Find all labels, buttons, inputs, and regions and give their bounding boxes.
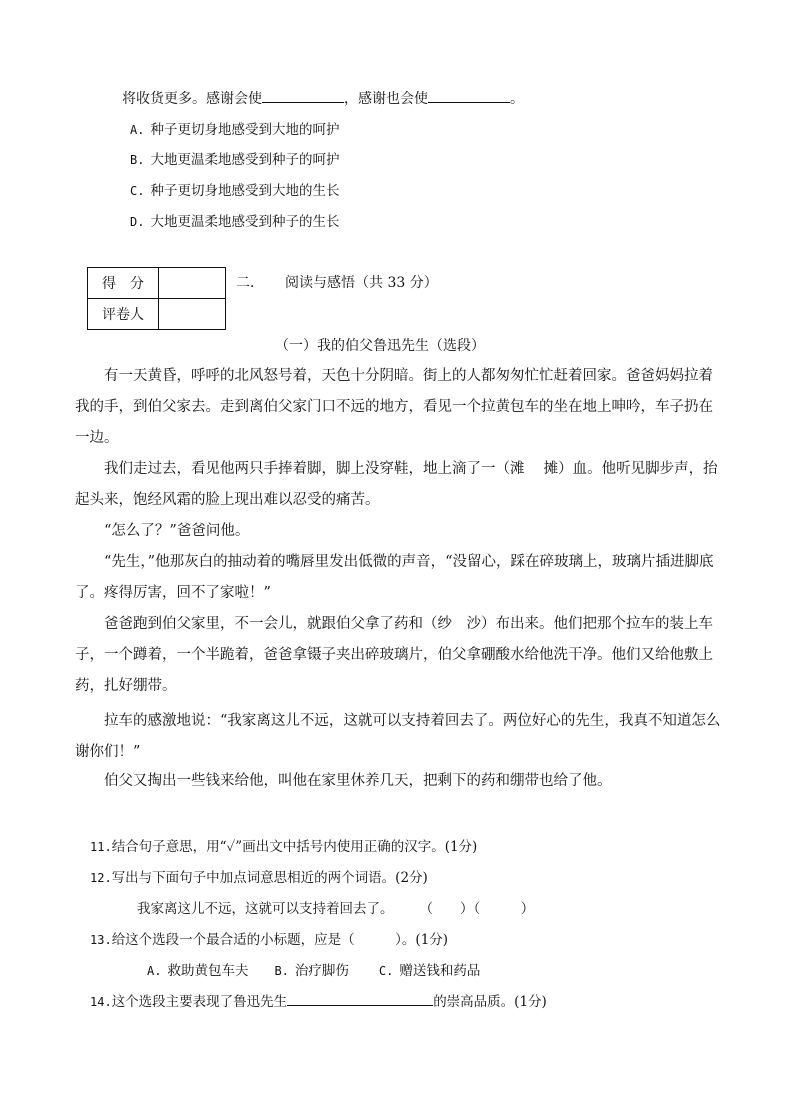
question-text: 写出与下面句子中加点词意思相近的两个词语。(2分) (111, 870, 428, 886)
answer-blank-2[interactable] (428, 88, 510, 103)
answer-blank[interactable] (287, 991, 433, 1006)
grader-label: 评卷人 (88, 299, 159, 330)
option-letter: B. (130, 153, 145, 167)
question-12-sentence (137, 897, 534, 917)
option-b[interactable]: B. 治疗脚伤 (274, 963, 349, 979)
grader-cell[interactable] (159, 299, 226, 330)
prev-question-stem (122, 88, 524, 108)
option-letter: D. (130, 215, 145, 229)
passage-paragraph-7: 伯父又掏出一些钱来给他，叫他在家里休养几天，把剩下的药和绷带也给了他。 (104, 773, 612, 789)
question-text: 给这个选段一个最合适的小标题，应是（ ）。(1分) (111, 932, 449, 948)
option-d[interactable] (130, 210, 339, 230)
answer-blank-1[interactable] (262, 88, 344, 103)
option-b[interactable] (130, 148, 339, 168)
passage-paragraph-3: “怎么了？”爸爸问他。 (104, 523, 250, 539)
passage-subtitle: （一）我的伯父鲁迅先生（选段） (275, 338, 485, 354)
answer-brackets[interactable]: （ ）（ ） (419, 901, 535, 917)
passage-paragraph-4: “先生，”他那灰白的抽动着的嘴唇里发出低微的声音，“没留心，踩在碎玻璃上，玻璃片插进脚底了。疼得厉害，回不了家啦！” (75, 554, 714, 601)
stem-mid: ，感谢也会使 (344, 91, 428, 107)
passage-paragraph-6: 拉车的感激地说：“我家离这儿不远，这就可以支持着回去了。两位好心的先生，我真不知道怎么谢你们！” (75, 713, 721, 760)
question-11 (90, 835, 477, 855)
stem-start: 将收货更多。感谢会使 (122, 91, 262, 107)
question-12 (90, 866, 428, 886)
question-text: 结合句子意思，用“✓”画出文中括号内使用正确的汉字。(1分) (111, 839, 478, 855)
section-title: 二． 阅读与感悟（共 33 分） (236, 275, 438, 291)
question-number: 11. (90, 840, 112, 854)
question-number: 12. (90, 871, 112, 885)
score-box (87, 267, 226, 330)
option-text: 大地更温柔地感受到种子的呵护 (150, 152, 340, 168)
score-cell[interactable] (159, 268, 226, 299)
passage-paragraph-2: 我们走过去，看见他两只手捧着脚，脚上没穿鞋，地上滴了一（滩 摊）血。他听见脚步声，抬起头来，饱经风霜的脸上现出难以忍受的痛苦。 (75, 461, 718, 508)
score-label: 得 分 (88, 268, 159, 299)
option-a[interactable] (130, 118, 339, 138)
option-text: 种子更切身地感受到大地的生长 (150, 183, 340, 199)
option-text: 种子更切身地感受到大地的呵护 (150, 122, 340, 138)
passage-paragraph-5: 爸爸跑到伯父家里，不一会儿，就跟伯父拿了药和（纱 沙）布出来。他们把那个拉车的装上车子，一个蹲着，一个半跪着，爸爸拿镊子夹出碎玻璃片，伯父拿硼酸水给他洗干净。他们又给他敷上药，扎好绷带。 (75, 616, 713, 694)
question-13-options (147, 959, 480, 979)
question-13 (90, 928, 448, 948)
passage-paragraph-1: 有一天黄昏，呼呼的北风怒号着，天色十分阴暗。街上的人都匆匆忙忙赶着回家。爸爸妈妈拉着我的手，到伯父家去。走到离伯父家门口不远的地方，看见一个拉黄包车的坐在地上呻吟，车子扔在一边。 (75, 368, 713, 446)
question-text-end: 的崇高品质。(1分) (433, 994, 547, 1010)
option-c[interactable]: C. 赠送钱和药品 (378, 963, 481, 979)
stem-end: 。 (510, 91, 524, 107)
option-a[interactable]: A. 救助黄包车夫 (147, 963, 249, 979)
option-text: 大地更温柔地感受到种子的生长 (150, 214, 340, 230)
option-letter: C. (130, 184, 145, 198)
option-c[interactable] (130, 179, 339, 199)
option-letter: A. (130, 123, 145, 137)
question-text-start: 这个选段主要表现了鲁迅先生 (111, 994, 288, 1010)
question-14 (90, 990, 547, 1010)
question-number: 14. (90, 995, 112, 1009)
sentence-text: 我家离这儿不远，这就可以支持着回去了。 (137, 901, 394, 917)
question-number: 13. (90, 933, 112, 947)
